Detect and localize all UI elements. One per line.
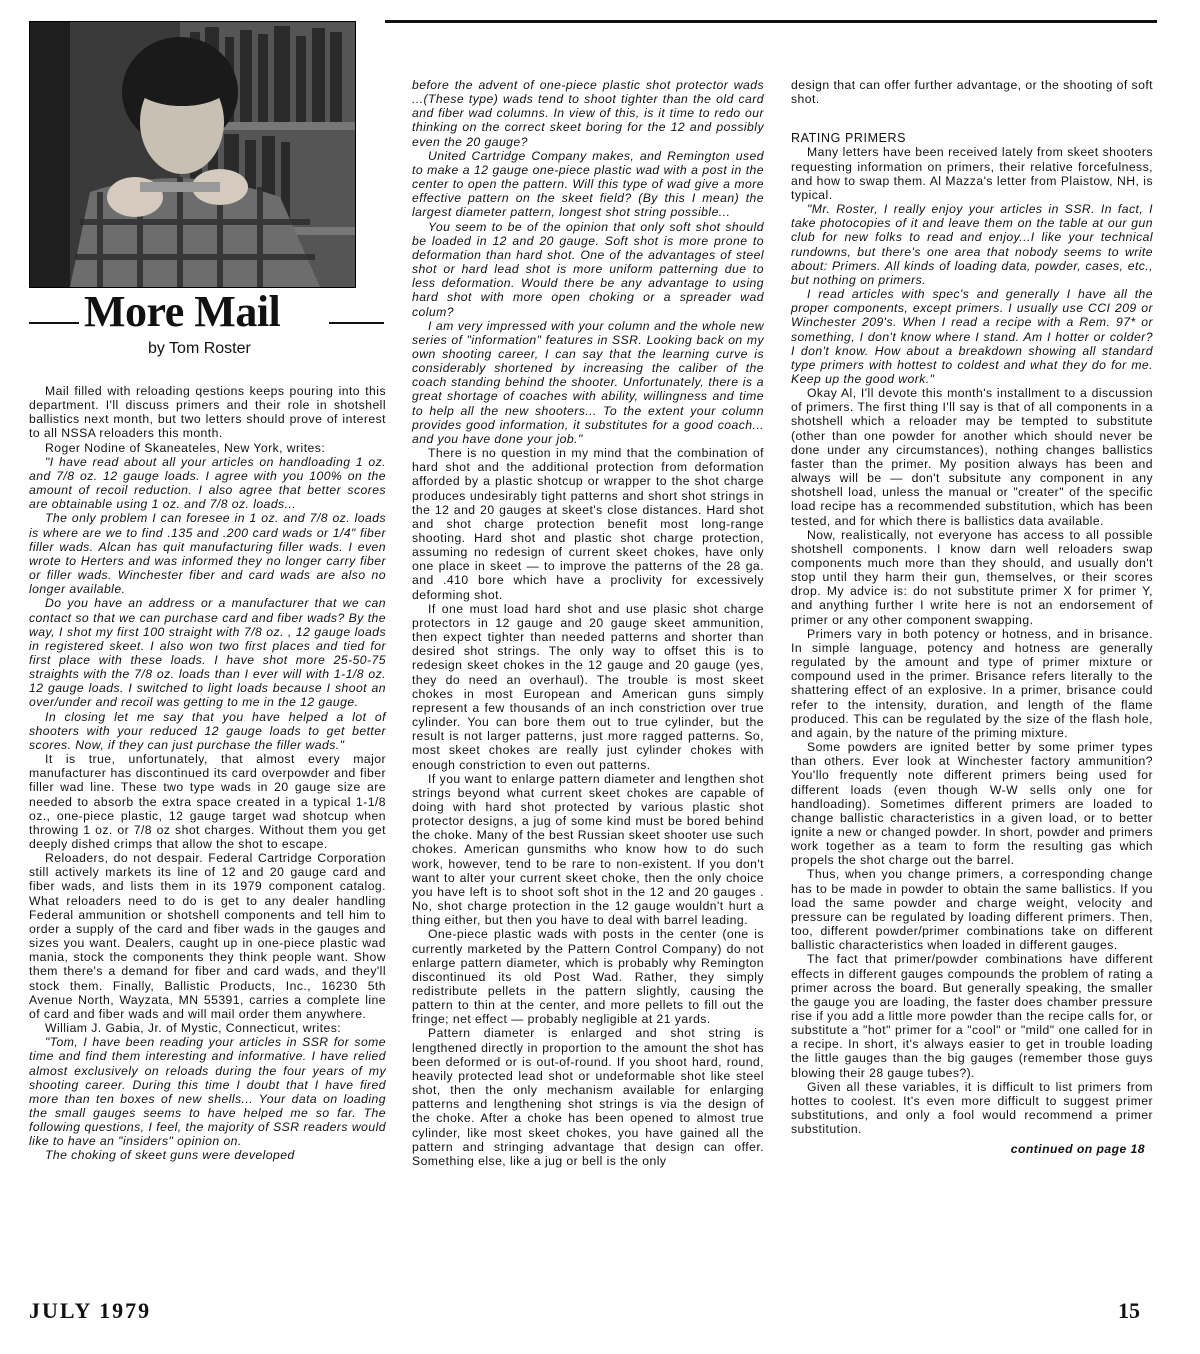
author-photo [29,21,356,288]
paragraph: United Cartridge Company makes, and Remington used to make a 12 gauge one-piece plastic wad with a post in the center to open the pattern. Will this type of wad give a more effective pattern on the skeet field? (By this I mean) the largest diameter pattern, longest shot string possible... [412,148,764,220]
paragraph: I am very impressed with your column and the whole new series of "information" features in SSR. Looking back on my own shooting career, I can say that the learning curve is considerably shortened by increasing the caliber of the coach standing behind the shooter. Unfortunately, there is a great shortage of coaches with ability, willingness and time to help all the new shooters... To the extent your column provides good information, it substitutes for a good coach... and you have done your job." [412,318,764,446]
headline [29,286,384,336]
paragraph: before the advent of one-piece plastic shot protector wads ...(These type) wads tend to shoot tighter than the old card and fiber wad columns. In view of this, is it time to redo our thinking on the correct skeet boring for the 12 and possibly even the 20 gauge? [412,78,764,149]
continued-note: continued on page 18 [1010,1142,1145,1157]
paragraph: Given all these variables, it is difficult to list primers from hottes to coolest. It's even more difficult to suggest primer substitutions, and only a fool would recommend a primer substitution. [791,1079,1153,1137]
paragraph: Mail filled with reloading qestions keeps pouring into this department. I'll discuss primers and their role in shotshell ballistics next month, but two letters should prove of interest to all NSSA reloaders this month. [29,384,386,441]
section-heading: RATING PRIMERS [791,131,907,146]
paragraph: Many letters have been received lately from skeet shooters requesting information on primers, their relative forcefulness, and how to swap them. Al Mazza's letter from Plaistow, NH, is typical. [791,145,1153,202]
paragraph: It is true, unfortunately, that almost every major manufacturer has discontinued its card overpowder and fiber filler wad line. These two type wads in 20 gauge size are needed to absorb the extra space created in a typical 1-1/8 oz., one-piece plastic, 12 gauge target wad shotcup when throwing 1 oz. or 7/8 oz shot charges. Without them you get deeply dished crimps that allow the shot to escape. [29,752,386,851]
paragraph: If you want to enlarge pattern diameter and lengthen shot strings beyond what current skeet chokes are capable of doing with hard shot protected by various plastic shot protector designs, a jug of some kind must be bored behind the choke. Many of the best Russian skeet shooter use such chokes. American gunsmiths who know how to do such work, however, tend to be rare to non-existent. If you don't want to alter your current skeet choke, then the only choice you have left is to shoot soft shot in the 12 and 20 gauges . No, shot charge protection in the 12 gauge wouldn't hurt a thing either, but then you have to deal with barrel leading. [412,771,764,928]
paragraph: I read articles with spec's and generally I have all the proper components, except primers. I usually use CCI 209 or Winchester 209's. When I read a recipe with a Rem. 97* or something, I don't know where I stand. Am I hotter or colder? I don't know. How about a breakdown showing all standard type primers with hottest to coldest and what they do for me. Keep up the good work." [791,287,1153,386]
paragraph: You seem to be of the opinion that only soft shot should be loaded in 12 and 20 gauge. Soft shot is more prone to deformation than hard shot. One of the advantages of steel shot or hard lead shot is more uniform patterning due to less deformation. Would there be any advantage to using hard shot with more open choking or a spreader wad colum? [412,219,764,319]
paragraph: The only problem I can foresee in 1 oz. and 7/8 oz. loads is where are we to find .135 and .200 card wads or 1/4" fiber filler wads. Alcan has quit manufacturing filler wads. I even wrote to Herters and was informed they no longer carry fiber or filler wads. Winchester fiber and card wads are also no longer available. [29,511,386,597]
paragraph: Reloaders, do not despair. Federal Cartridge Corporation still actively markets its line of 12 and 20 gauge card and fiber wads, and lists them in its 1979 component catalog. What reloaders need to do is get to any dealer handling Federal ammunition or shotshell components and tell him to order a supply of the card and fiber wads in the gauges and sizes you want. Dealers, caught up in one-piece plastic wad mania, stock the components they think people want. Show them there's a demand for fiber and card wads, and they'll stock them. Finally, Ballistic Products, Inc., 16230 5th Avenue North, Wayzata, MN 55391, carries a complete line of card and fiber wads and will mail order them anywhere. [29,851,386,1021]
paragraph: The fact that primer/powder combinations have different effects in different gauges compounds the problem of rating a primer across the board. But generally speaking, the smaller the gauge you are loading, the faster does chamber pressure rise if you add a little more powder than the recipe calls for, or substitute a "hot" primer for a "cool" or "mild" one called for in a recipe. In short, it's always easier to get in trouble loading the little gauges than the big gauges (remember those guys blowing their 28 gauge tubes?). [791,952,1153,1080]
paragraph: The choking of skeet guns were developed [45,1148,295,1163]
paragraph: There is no question in my mind that the combination of hard shot and the additional protection from deformation afforded by a plastic shotcup or wrapper to the shot charge produces undesirably tight patterns and short shot strings in the 12 and 20 gauges at skeet's close distances. Hard shot and shot charge protection benefit most long-range shooting. Hard shot and plastic shot charge protection, assuming no redesign of current skeet chokes, have only one place in skeet — to improve the patterns of the 28 ga. and .410 bore which have a proclivity for excessively deforming shot. [412,446,764,602]
paragraph: Roger Nodine of Skaneateles, New York, writes: [45,440,326,455]
paragraph: "I have read about all your articles on handloading 1 oz. and 7/8 oz. 12 gauge loads. I agree with you 100% on the amount of recoil reduction. I also agree that better scores are obtainable using 1 oz. and 7/8 oz. loads... [29,454,386,512]
byline: by Tom Roster [148,340,251,357]
paragraph: Do you have an address or a manufacturer that we can contact so that we can purchase card and fiber wads? By the way, I shot my first 100 straight with 7/8 oz. , 12 gauge loads in registered skeet. I also won two first places and tied for first place with these loads. I have shot more 25-50-75 straights with the 7/8 oz. loads than I ever will with 1-1/8 oz. 12 gauge loads. I switched to light loads because I shoot an over/under and recoil was getting to me in the 12 gauge. [29,596,386,710]
paragraph: Okay Al, I'll devote this month's installment to a discussion of primers. The first thing I'll say is that of all components in a shotshell which a reloader may be tempted to substitute (other than one powder for another which should never be done under any circumstances), nothing changes ballistics faster than the primer. My position always has been and always will be — don't subsitute any component in any shotshell load, unless the manual or "creater" of the specific load recipe has a recommended substitution, which has been tested, and for which there is ballistics data available. [791,386,1153,528]
page-number: 15 [1118,1298,1140,1323]
column-2 [412,78,764,1168]
paragraph: William J. Gabia, Jr. of Mystic, Connecticut, writes: [45,1021,342,1036]
paragraph: design that can offer further advantage, or the shooting of soft shot. [791,78,1153,107]
issue-date: JULY 1979 [29,1298,152,1323]
headline-rule-right [329,322,384,324]
column-3 [791,78,1153,1157]
paragraph: Some powders are ignited better by some primer types than others. Ever look at Winchester factory ammunition? You'llo frequently note different primers being used for different loads (even though W-W sells only one for handloading). Sometimes different primers are loaded to change ballistic characteristics in a given load, or to better ignite a new or changed powder. In short, powder and primers work together as a team to form the resulting gas which propels the shot charge out the barrel. [791,740,1153,868]
portrait-photo-icon [30,22,355,287]
paragraph: "Tom, I have been reading your articles in SSR for some time and find them interesting and informative. I have relied almost exclusively on reloads during the four years of my shooting career. During this time I doubt that I have fired more than ten boxes of new shells... Your data on loading the small gauges seems to have helped me so far. The following questions, I feel, the majority of SSR readers would like to have an "insiders" opinion on. [29,1035,386,1149]
headline-rule-left [29,322,79,324]
paragraph: Thus, when you change primers, a corresponding change has to be made in powder to obtain the same ballistics. If you load the same powder and charge weight, velocity and pressure can be regulated by loading different primers. Then, too, different powder/primer combinations take on different ballistic characteristics when loaded in different gauges. [791,867,1153,953]
top-rule [385,20,1157,23]
paragraph: In closing let me say that you have helped a lot of shooters with your reduced 12 gauge loads to get better scores. Now, if they can just purchase the filler wads." [29,709,386,752]
paragraph: One-piece plastic wads with posts in the center (one is currently marketed by the Pattern Control Company) do not enlarge pattern diameter, which is probably why Remington discontinued its old Post Wad. Rather, they simply redistribute pellets in the pattern slightly, causing the pattern to thin at the center, and more pellets to fill out the fringe; net effect — probably negligible at 21 yards. [412,927,764,1027]
paragraph: "Mr. Roster, I really enjoy your articles in SSR. In fact, I take photocopies of it and leave them on the table at our gun club for new folks to read and enjoy...I like your technical rundowns, but there's one area that nobody seems to write about: Primers. All kinds of loading data, powder, cases, etc., but nothing on primers. [791,202,1153,287]
paragraph: If one must load hard shot and use plasic shot charge protectors in 12 gauge and 20 gauge skeet ammunition, then expect tighter than needed patterns and shorter than desired shot strings. The only way to offset this is to redesign skeet chokes in the 12 gauge and 20 gauge (yes, they do need an overhaul). The trouble is most skeet chokes in most European and American guns simply represent a few thousands of an inch constriction over true cylinder. You can bore them out to true cylinder, but the result is not larger patterns, just more ragged patterns. So, most skeet chokes are really just cylinder chokes with enough constriction to even out patterns. [412,601,764,772]
paragraph: Now, realistically, not everyone has access to all possible shotshell components. I know darn well reloaders swap components much more than they should, and usually don't stop until they harm their gun, themselves, or their scores drop. My advice is: do not substitute primer X for primer Y, and anything further I write here is not an endorsement of primer or any other component swapping. [791,527,1153,627]
column-1 [29,384,386,1163]
paragraph: Pattern diameter is enlarged and shot string is lengthened directly in proportion to the amount the shot has been deformed or is out-of-round. If you shoot hard, round, heavily protected lead shot or undeformable shot like steel shot, then the only mechanism available for enlarging patterns and lengthening shot strings is via the design of the choke. After a choke has been opened to almost true cylinder, like most skeet chokes, you have gained all the pattern and stringing advantage that design can offer. Something else, like a jug or bell is the only [412,1026,764,1168]
article-title: More Mail [84,287,281,336]
paragraph: Primers vary in both potency or hotness, and in brisance. In simple language, potency and hotness are generally regulated by the amount and type of primer mixture or compound used in the primer. Brisance refers literally to the shattering effect of an explosive. In a primer, brisance could refer to the intensity, duration, and length of the flame produced. This can be regulated by the size of the flash hole, and again, by the nature of the priming mixture. [791,626,1153,740]
